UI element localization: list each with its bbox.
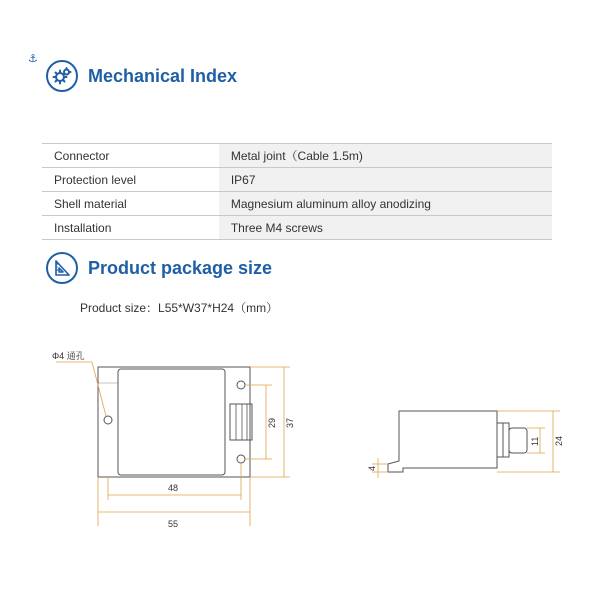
top-view (98, 367, 252, 477)
spec-value: Metal joint（Cable 1.5m) (219, 144, 552, 168)
spec-key: Installation (42, 216, 219, 240)
mount-hole-icon (237, 455, 245, 463)
dim-label-11: 11 (530, 436, 540, 446)
spec-value: Three M4 screws (219, 216, 552, 240)
spec-value: IP67 (219, 168, 552, 192)
dim-48 (108, 463, 241, 500)
section-title: Product package size (88, 257, 273, 278)
product-size-text: Product size：L55*W37*H24（mm） (80, 301, 279, 315)
hole-label: Φ4 通孔 (52, 351, 85, 361)
spec-value: Magnesium aluminum alloy anodizing (219, 192, 552, 216)
spec-key: Connector (42, 144, 219, 168)
section-title: Mechanical Index (88, 65, 238, 86)
mount-hole-icon (237, 381, 245, 389)
mount-hole-icon (104, 416, 112, 424)
dim-label-37: 37 (285, 417, 295, 428)
dim-label-29: 29 (267, 417, 277, 428)
spec-key: Shell material (42, 192, 219, 216)
dim-24 (497, 411, 560, 472)
side-view (388, 411, 527, 472)
anchor-icon: ⚓ (28, 53, 38, 65)
dim-label-4: 4 (367, 465, 377, 471)
spec-key: Protection level (42, 168, 219, 192)
dim-label-24: 24 (554, 435, 564, 446)
dim-label-55: 55 (168, 519, 179, 529)
dim-label-48: 48 (168, 483, 179, 493)
